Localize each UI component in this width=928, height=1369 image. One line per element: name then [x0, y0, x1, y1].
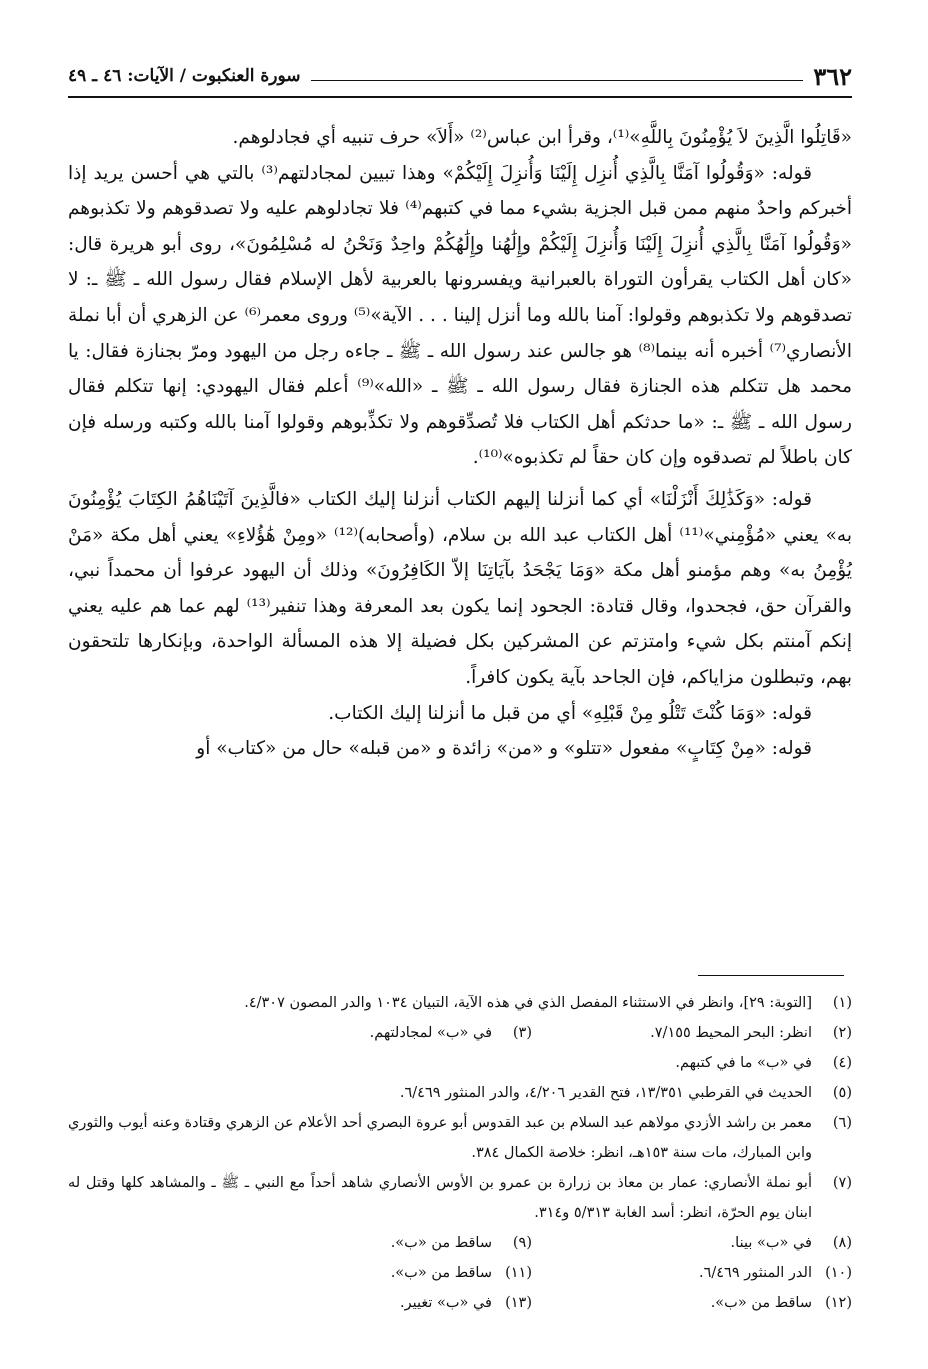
footnote-text: الدر المنثور ٦/٤٦٩. [698, 1265, 812, 1281]
paragraph: قوله: «وَمَا كُنْتَ تَتْلُو مِنْ قَبْلِهِ» أي من قبل ما أنزلنا إليك الكتاب. [328, 702, 812, 724]
footnote-number: (١١) [505, 1265, 532, 1281]
page-number: ٣٦٢ [813, 61, 852, 91]
footnote-pair [68, 1018, 852, 1048]
header-dash [311, 80, 804, 81]
footnote [532, 1288, 852, 1318]
paragraph: قوله: «وَكَذَٰلِكَ أَنْزَلْنَا» أي كما أنزلنا إليهم الكتاب أنزلنا إليك الكتاب «فالَّذِينَ آتَيْنَاهُمُ الكِتَابَ يُؤْمِنُونَ به» يعني «مُؤْمِني»⁽¹¹⁾ أهل الكتاب عبد الله بن سلام، (وأصحابه)⁽¹²⁾ «ومِنْ هَٰؤُلاءِ» يعني أهل مكة «مَنْ يُؤْمِنُ به» وهم مؤمنو أهل مكة «وَمَا يَجْحَدُ بآيَاتِنَا إلاّ الكَافِرُونَ» وذلك أن اليهود عرفوا أن محمداً نبي، والقرآن حق، فجحدوا، وقال قتادة: الجحود إنما يكون بعد المعرفة وهذا تنفير⁽¹³⁾ لهم عما هم عليه يعني إنكم آمنتم بكل شيء وامتزتم عن المشركين بكل فضيلة إلا هذه المسألة الواحدة، وبإنكارها تلتحقون بهم، وتبطلون مزاياكم، فإن الجاحد بآية يكون كافراً. [68, 488, 852, 688]
footnote-separator [698, 975, 844, 976]
footnote [212, 1018, 532, 1048]
footnote-text: انظر: البحر المحيط ٧/١٥٥. [650, 1025, 812, 1041]
footnote-number: (٩) [512, 1235, 532, 1251]
footnote-pair [68, 1288, 852, 1318]
footnote-number: (١٠) [825, 1265, 852, 1281]
footnote [68, 1048, 852, 1078]
footnote-text: ساقط من «ب». [390, 1265, 492, 1281]
footnote-text: في «ب» بينا. [730, 1235, 812, 1251]
footnote-text: في «ب» ما في كتبهم. [675, 1055, 812, 1071]
footnote-text: ساقط من «ب». [710, 1295, 812, 1311]
footnotes [68, 988, 852, 1318]
footnote [212, 1228, 532, 1258]
paragraph: قوله: «وَقُولُوا آمَنَّا بِالَّذِي أُنزِل إِلَيْنَا وَأُنزِلَ إِلَيْكُمْ» وهذا تبيين لمجادلتهم⁽³⁾ بالتي هي أحسن يريد إذا أخبركم واحدٌ منهم ممن قبل الجزية بشيء مما في كتبهم⁽⁴⁾ فلا تجادلوهم عليه ولا تصدقوهم ولا تكذبوهم «وَقُولُوا آمَنَّا بِالَّذِي أُنزِلَ إِلَيْنَا وَأُنزِلَ إِلَيْكُمْ وإِلَٰهُنا وإِلَٰهُكُمْ واحِدٌ وَنَحْنُ له مُسْلِمُونَ»، روى أبو هريرة قال: «كان أهل الكتاب يقرأون التوراة بالعبرانية ويفسرونها بالعربية لأهل الإسلام فقال رسول الله ـ ﷺ ـ: لا تصدقوهم ولا تكذبوهم وقولوا: آمنا بالله وما أنزل إلينا . . . الآية»⁽⁵⁾ وروى معمر⁽⁶⁾ عن الزهري أن أبا نملة الأنصاري⁽⁷⁾ أخبره أنه بينما⁽⁸⁾ هو جالس عند رسول الله ـ ﷺ ـ جاءه رجل من اليهود ومرّ بجنازة فقال: يا محمد هل تتكلم هذه الجنازة فقال رسول الله ـ ﷺ ـ «الله»⁽⁹⁾ أعلم فقال اليهودي: إنها تتكلم فقال رسول الله ـ ﷺ ـ: «ما حدثكم أهل الكتاب فلا تُصدِّقوهم ولا تكذِّبوهم وقولوا آمنا بالله وكتبه ورسله فإن كان باطلاً لم تصدقوه وإن كان حقاً لم تكذبوه»⁽¹⁰⁾. [68, 162, 852, 469]
page-header [68, 56, 852, 98]
footnote-number: (٥) [832, 1085, 852, 1101]
footnote-number: (٧) [832, 1175, 852, 1191]
footnote [532, 1258, 852, 1288]
footnote-text: الحديث في القرطبي ١٣/٣٥١، فتح القدير ٤/٢٠٦، والدر المنثور ٦/٤٦٩. [399, 1085, 812, 1101]
footnote-number: (٤) [832, 1055, 852, 1071]
footnote-number: (٨) [832, 1235, 852, 1251]
footnote [532, 1018, 852, 1048]
footnote [532, 1228, 852, 1258]
paragraph: قوله: «مِنْ كِتَابٍ» مفعول «تتلو» و «من» زائدة و «من قبله» حال من «كتاب» أو [196, 738, 812, 760]
footnote [212, 1258, 532, 1288]
footnote-number: (١٢) [825, 1295, 852, 1311]
footnote [68, 1168, 852, 1228]
footnote-number: (٣) [512, 1025, 532, 1041]
footnote [212, 1288, 532, 1318]
footnote-number: (٢) [832, 1025, 852, 1041]
surah-title: سورة العنكبوت / الآيات: ٤٦ ـ ٤٩ [68, 66, 301, 86]
footnote-pair [68, 1228, 852, 1258]
footnote [68, 1078, 852, 1108]
footnote [68, 988, 852, 1018]
footnote-number: (٦) [832, 1115, 852, 1131]
footnote-text: في «ب» تغيير. [399, 1295, 492, 1311]
footnote-text: أبو نملة الأنصاري: عمار بن معاذ بن زرارة بن عمرو بن الأوس الأنصاري شاهد أحداً مع النبي ـ ﷺ ـ والمشاهد كلها وقتل له ابنان يوم الحرّة، انظر: أسد الغابة ٥/٣١٣ و٣١٤. [68, 1175, 812, 1221]
footnote-number: (١) [832, 995, 852, 1011]
footnote-text: معمر بن راشد الأزدي مولاهم عبد السلام بن عبد القدوس أبو عروة البصري أحد الأعلام عن الزهري وقتادة وعنه أيوب والثوري وابن المبارك، مات سنة ١٥٣هـ، انظر: خلاصة الكمال ٣٨٤. [68, 1115, 812, 1161]
footnote-text: ساقط من «ب». [390, 1235, 492, 1251]
footnote-text: في «ب» لمجادلتهم. [369, 1025, 492, 1041]
footnote-text: [التوبة: ٢٩]، وانظر في الاستثناء المفصل الذي في هذه الآية، التبيان ١٠٣٤ والدر المصون ٤/٣٠٧. [244, 995, 812, 1011]
footnote-number: (١٣) [505, 1295, 532, 1311]
footnote [68, 1108, 852, 1168]
paragraph: «قَاتِلُوا الَّذِينَ لاَ يُؤْمِنُونَ بِاللَّهِ»⁽¹⁾، وقرأ ابن عباس⁽²⁾ «أَلاَ» حرف تنبيه أي فجادلوهم. [232, 127, 852, 148]
main-text [68, 120, 852, 767]
footnote-pair [68, 1258, 852, 1288]
